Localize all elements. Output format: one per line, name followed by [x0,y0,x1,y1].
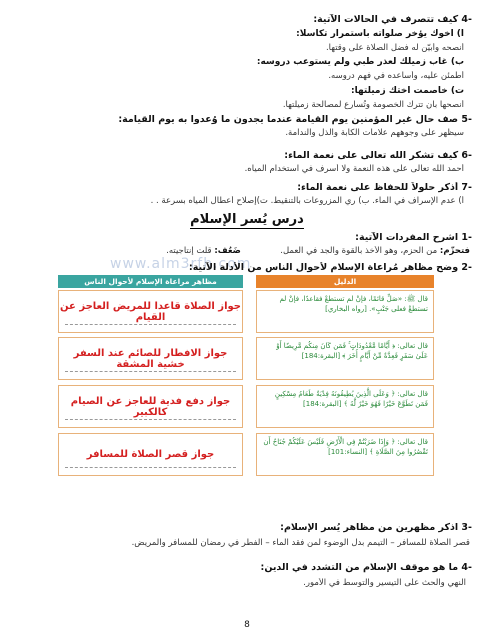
question-4c-text: خاصمت أختك زميلتها: [350,86,448,96]
question-7 [22,182,472,193]
word-1-definition: من الحزم، وهو الأخذ بالقوة والجد في العمل. [280,246,438,256]
part-1-text: اشرح المفردات الآتية: [355,232,459,243]
question-6 [22,150,472,161]
question-4c-label: ت) [450,86,464,96]
page-number: 8 [244,620,250,630]
question-5-text: صف حال غير المؤمنين يوم القيامة عندما يجدون ما وُعدوا به يوم القيامة: [118,114,459,125]
part-2 [22,262,472,273]
evidence-1-text: قال ﷺ: «صَلِّ قائمًا، فإنْ لم تستطعْ فقاعدًا، فإنْ لم تستطعْ فعلى جَنْبٍ». [رواه البخاري] [279,295,428,314]
question-4-text: كيف تتصرف في الحالات الآتية: [313,14,459,25]
question-6-text: كيف تشكر الله تعالى على نعمة الماء: [284,150,459,161]
question-4a [22,29,464,39]
aspect-3-text: جواز دفع فدية للعاجز عن الصيام كالكبير [70,395,231,418]
word-1-label: فتحزّم: [439,246,470,256]
part-3 [22,522,472,533]
table-row-1-evidence [256,290,434,333]
part-2-number: -2 [461,262,472,273]
part-4-text: ما هو موقف الإسلام من التشدد في الدين: [260,562,459,573]
part-2-text: وضح مظاهر مُراعاة الإسلام لأحوال الناس من الأدلة الآتية: [188,262,459,273]
question-4c-answer: أنصحها بأن تترك الخصومة وتُسارع لمصالحة زميلتها. [282,100,464,110]
evidence-3-text: قال تعالى: ﴿ وَعَلَى الَّذِينَ يُطِيقُونَهُ فِدْيَةٌ طَعَامُ مِسْكِينٍ فَمَن تَطَوَّعَ خَيْرًا فَهُوَ خَيْرٌ لَّهُ ﴾ [البقرة:184] [274,390,428,409]
part-4-answer: النهي والحث على التيسير والتوسط في الأمور. [303,578,466,588]
question-5-number: -5 [461,114,472,125]
part-4 [22,562,472,573]
table-row-3-aspect [58,385,243,428]
question-4 [22,14,472,25]
table-row-1-aspect [58,290,243,333]
dashed-line [65,371,236,372]
question-6-answer: أحمد الله تعالى على هذه النعمة ولا أسرف في استخدام المياه. [244,164,464,174]
question-4b-text: غاب زميلك لعذر طبي ولم يستوعب دروسه: [256,57,448,67]
question-4a-text: أخوك يؤخر صلواته باستمرار تكاسلاً: [296,29,454,39]
part-1 [22,232,472,243]
question-6-number: -6 [461,150,472,161]
question-7-answer: أ) عدم الإسراف في الماء. ب) ري المزروعات بالتنقيط. ت)إصلاح أعطال المياه بسرعة . . [150,196,464,206]
table-row-4-evidence [256,433,434,476]
part-1-vocabulary [22,246,470,256]
table-header-evidence: الدليل [256,275,434,288]
part-3-number: -3 [461,522,472,533]
question-5-answer: سيظهر على وجوههم علامات الكآبة والذل والندامة. [285,128,464,138]
part-4-number: -4 [461,562,472,573]
lesson-title [0,212,494,227]
dashed-line [65,467,236,468]
question-7-text: أذكر حلولاً للحفاظ على نعمة الماء: [297,182,459,193]
word-2-label: ضَعُف: [214,246,241,256]
aspect-1-text: جواز الصلاة قاعدا للمريض العاجز عن القيام [60,300,241,323]
aspect-4-text: جواز قصر الصلاة للمسافر [86,449,215,460]
part-3-text: اذكر مظهرين من مظاهر يُسر الإسلام: [280,522,459,533]
part-1-number: -1 [461,232,472,243]
question-7-number: -7 [461,182,472,193]
dashed-line [65,324,236,325]
question-4b-answer: أطمئن عليه، وأساعده في فهم دروسه. [328,71,464,81]
evidence-table [58,275,434,483]
question-4b-label: ب) [450,57,464,67]
question-4b [22,57,464,67]
word-2-definition: قلت إنتاجيته. [166,246,212,256]
lesson-title-text: درس يُسر الإسلام [190,212,304,227]
watermark: www.alm3rfh.com [110,256,252,272]
part-3-answer: قصر الصلاة للمسافر – التيمم بدل الوضوء لمن فقد الماء – الفطر في رمضان للمسافر والمريض. [131,538,470,548]
question-4c [22,86,464,96]
question-4a-label: أ) [456,29,464,39]
question-4a-answer: أنصحه وأبيّن له فضل الصلاة على وقتها. [325,43,464,53]
table-row-3-evidence [256,385,434,428]
table-header-aspects: مظاهر مراعاة الإسلام لأحوال الناس [58,275,243,288]
table-row-4-aspect [58,433,243,476]
dashed-line [65,419,236,420]
aspect-2-text: جواز الافطار للصائم عند السفر خشية المشقة [73,347,228,370]
evidence-4-text: قال تعالى: ﴿ وَإِذَا ضَرَبْتُمْ فِي الْأَرْضِ فَلَيْسَ عَلَيْكُمْ جُنَاحٌ أَن تَقْصُرُوا مِنَ الصَّلَاةِ ﴾ [النساء:101] [263,438,428,457]
question-4-number: -4 [461,14,472,25]
question-5 [22,114,472,125]
evidence-2-text: قال تعالى: ﴿ أَيَّامًا مَّعْدُودَاتٍ ۚ فَمَن كَانَ مِنكُم مَّرِيضًا أَوْ عَلَىٰ سَفَرٍ فَعِدَّةٌ مِّنْ أَيَّامٍ أُخَرَ ﴾ [البقرة:184] [276,342,428,361]
table-row-2-evidence [256,337,434,380]
table-row-2-aspect [58,337,243,380]
